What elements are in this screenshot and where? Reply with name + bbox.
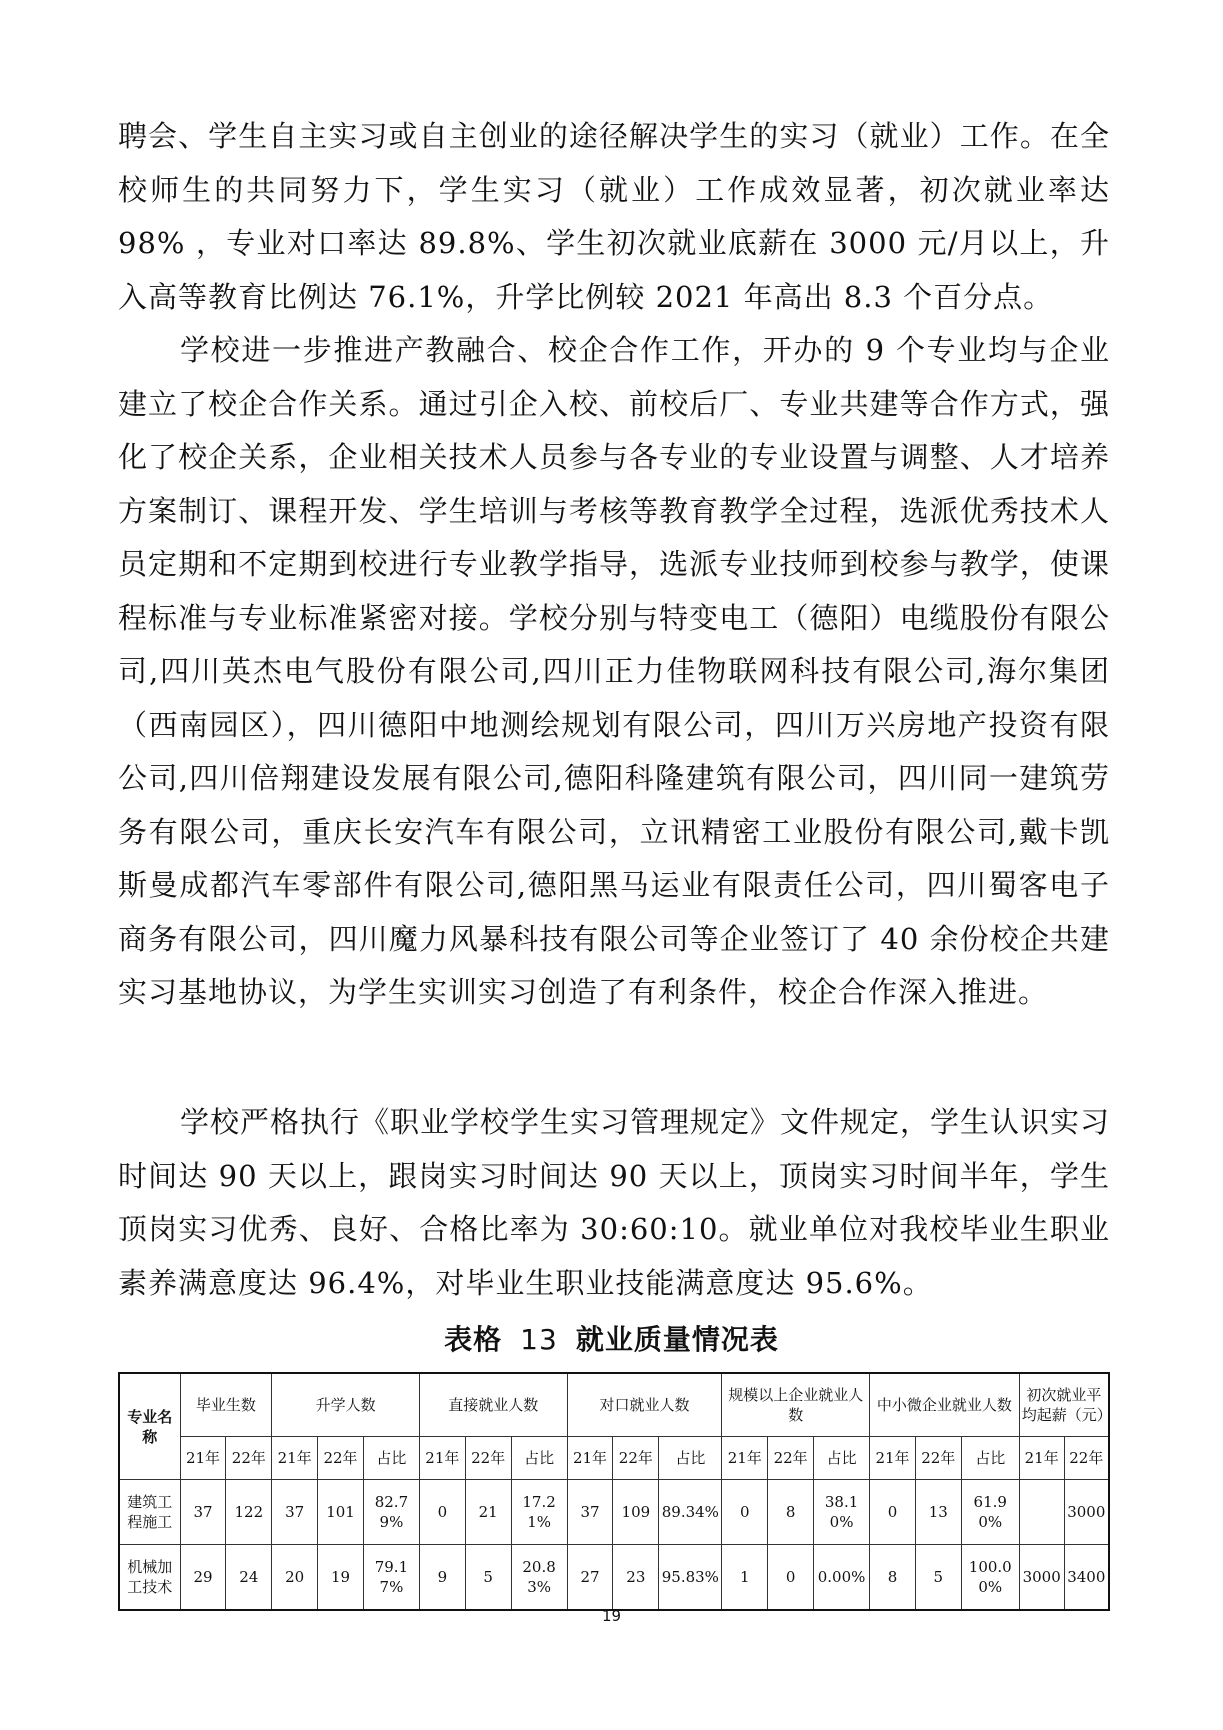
table-cell: 17.21% xyxy=(511,1480,567,1545)
sub-header: 22年 xyxy=(613,1437,659,1480)
group-header: 毕业生数 xyxy=(180,1373,272,1437)
employment-quality-table xyxy=(118,1372,1110,1611)
major-header: 专业名称 xyxy=(119,1373,180,1480)
table-cell: 1 xyxy=(722,1545,768,1611)
sub-header: 21年 xyxy=(419,1437,465,1480)
sub-header: 占比 xyxy=(511,1437,567,1480)
table-cell: 95.83% xyxy=(659,1545,722,1611)
subheader-row xyxy=(119,1437,1109,1480)
group-header: 对口就业人数 xyxy=(567,1373,722,1437)
table-cell: 3400 xyxy=(1064,1545,1109,1611)
sub-header: 21年 xyxy=(180,1437,226,1480)
group-header: 直接就业人数 xyxy=(419,1373,567,1437)
sub-header: 占比 xyxy=(363,1437,419,1480)
sub-header: 21年 xyxy=(1019,1437,1064,1480)
table-cell: 37 xyxy=(567,1480,613,1545)
table-cell: 89.34% xyxy=(659,1480,722,1545)
table-cell: 13 xyxy=(915,1480,961,1545)
sub-header: 22年 xyxy=(318,1437,364,1480)
sub-header: 21年 xyxy=(870,1437,916,1480)
table-cell: 0 xyxy=(419,1480,465,1545)
table-cell: 8 xyxy=(870,1545,916,1611)
table-cell: 5 xyxy=(465,1545,511,1611)
table-cell: 37 xyxy=(180,1480,226,1545)
table-cell xyxy=(1019,1480,1064,1545)
group-header: 规模以上企业就业人数 xyxy=(722,1373,870,1437)
sub-header: 22年 xyxy=(1064,1437,1109,1480)
sub-header: 22年 xyxy=(915,1437,961,1480)
table-cell: 100.00% xyxy=(961,1545,1019,1611)
table-cell: 122 xyxy=(226,1480,272,1545)
sub-header: 占比 xyxy=(659,1437,722,1480)
table-cell: 79.17% xyxy=(363,1545,419,1611)
sub-header: 22年 xyxy=(226,1437,272,1480)
group-header: 初次就业平均起薪（元） xyxy=(1019,1373,1109,1437)
table-cell: 21 xyxy=(465,1480,511,1545)
sub-header: 占比 xyxy=(961,1437,1019,1480)
table-cell: 20 xyxy=(272,1545,318,1611)
major-name: 建筑工程施工 xyxy=(119,1480,180,1545)
table-cell: 24 xyxy=(226,1545,272,1611)
table-cell: 8 xyxy=(768,1480,814,1545)
page-number: 19 xyxy=(601,1607,622,1625)
table-row xyxy=(119,1480,1109,1545)
table-cell: 3000 xyxy=(1064,1480,1109,1545)
table-cell: 101 xyxy=(318,1480,364,1545)
sub-header: 21年 xyxy=(567,1437,613,1480)
caption-label: 表格 xyxy=(444,1323,503,1356)
paragraph-1: 聘会、学生自主实习或自主创业的途径解决学生的实习（就业）工作。在全校师生的共同努力下，学生实习（就业）工作成效显著，初次就业率达98% ，专业对口率达 89.8%、学生初次就业底薪在 3000 元/月以上，升入高等教育比例达 76.1%，升学比例较 2021 年高出 8.3 个百分点。 xyxy=(118,119,1110,314)
paragraph-3: 学校严格执行《职业学校学生实习管理规定》文件规定，学生认识实习时间达 90 天以上，跟岗实习时间达 90 天以上，顶岗实习时间半年，学生顶岗实习优秀、良好、合格比率为 30:60:10。就业单位对我校毕业生职业素养满意度达 96.4%，对毕业生职业技能满意度达 95.6%。 xyxy=(118,1105,1111,1300)
group-header: 升学人数 xyxy=(272,1373,420,1437)
table-cell: 20.83% xyxy=(511,1545,567,1611)
sub-header: 22年 xyxy=(465,1437,511,1480)
table-cell: 29 xyxy=(180,1545,226,1611)
table-cell: 5 xyxy=(915,1545,961,1611)
table-cell: 9 xyxy=(419,1545,465,1611)
sub-header: 21年 xyxy=(272,1437,318,1480)
group-header: 中小微企业就业人数 xyxy=(870,1373,1020,1437)
table-cell: 0 xyxy=(870,1480,916,1545)
table-cell: 0 xyxy=(722,1480,768,1545)
table-cell: 0.00% xyxy=(814,1545,870,1611)
sub-header: 占比 xyxy=(814,1437,870,1480)
paragraph-2: 学校进一步推进产教融合、校企合作工作，开办的 9 个专业均与企业建立了校企合作关系。通过引企入校、前校后厂、专业共建等合作方式，强化了校企关系，企业相关技术人员参与各专业的专业设置与调整、人才培养方案制订、课程开发、学生培训与考核等教育教学全过程，选派优秀技术人员定期和不定期到校进行专业教学指导，选派专业技师到校参与教学，使课程标准与专业标准紧密对接。学校分别与特变电工（德阳）电缆股份有限公司,四川英杰电气股份有限公司,四川正力佳物联网科技有限公司,海尔集团（西南园区），四川德阳中地测绘规划有限公司，四川万兴房地产投资有限公司,四川倍翔建设发展有限公司,德阳科隆建筑有限公司，四川同一建筑劳务有限公司，重庆长安汽车有限公司，立讯精密工业股份有限公司,戴卡凯斯曼成都汽车零部件有限公司,德阳黑马运业有限责任公司，四川蜀客电子商务有限公司，四川魔力风暴科技有限公司等企业签订了 40 余份校企共建实习基地协议，为学生实训实习创造了有利条件，校企合作深入推进。 xyxy=(118,333,1110,1009)
table-cell: 3000 xyxy=(1019,1545,1064,1611)
table-cell: 61.90% xyxy=(961,1480,1019,1545)
table-cell: 27 xyxy=(567,1545,613,1611)
caption-number: 13 xyxy=(520,1323,558,1356)
table-cell: 38.10% xyxy=(814,1480,870,1545)
table-cell: 0 xyxy=(768,1545,814,1611)
table-cell: 82.79% xyxy=(363,1480,419,1545)
major-name: 机械加工技术 xyxy=(119,1545,180,1611)
sub-header: 22年 xyxy=(768,1437,814,1480)
caption-title: 就业质量情况表 xyxy=(575,1323,779,1356)
table-cell: 19 xyxy=(318,1545,364,1611)
sub-header: 21年 xyxy=(722,1437,768,1480)
table-caption xyxy=(0,1318,1223,1358)
header-row xyxy=(119,1373,1109,1437)
table-cell: 23 xyxy=(613,1545,659,1611)
table-cell: 109 xyxy=(613,1480,659,1545)
table-row xyxy=(119,1545,1109,1611)
table-cell: 37 xyxy=(272,1480,318,1545)
